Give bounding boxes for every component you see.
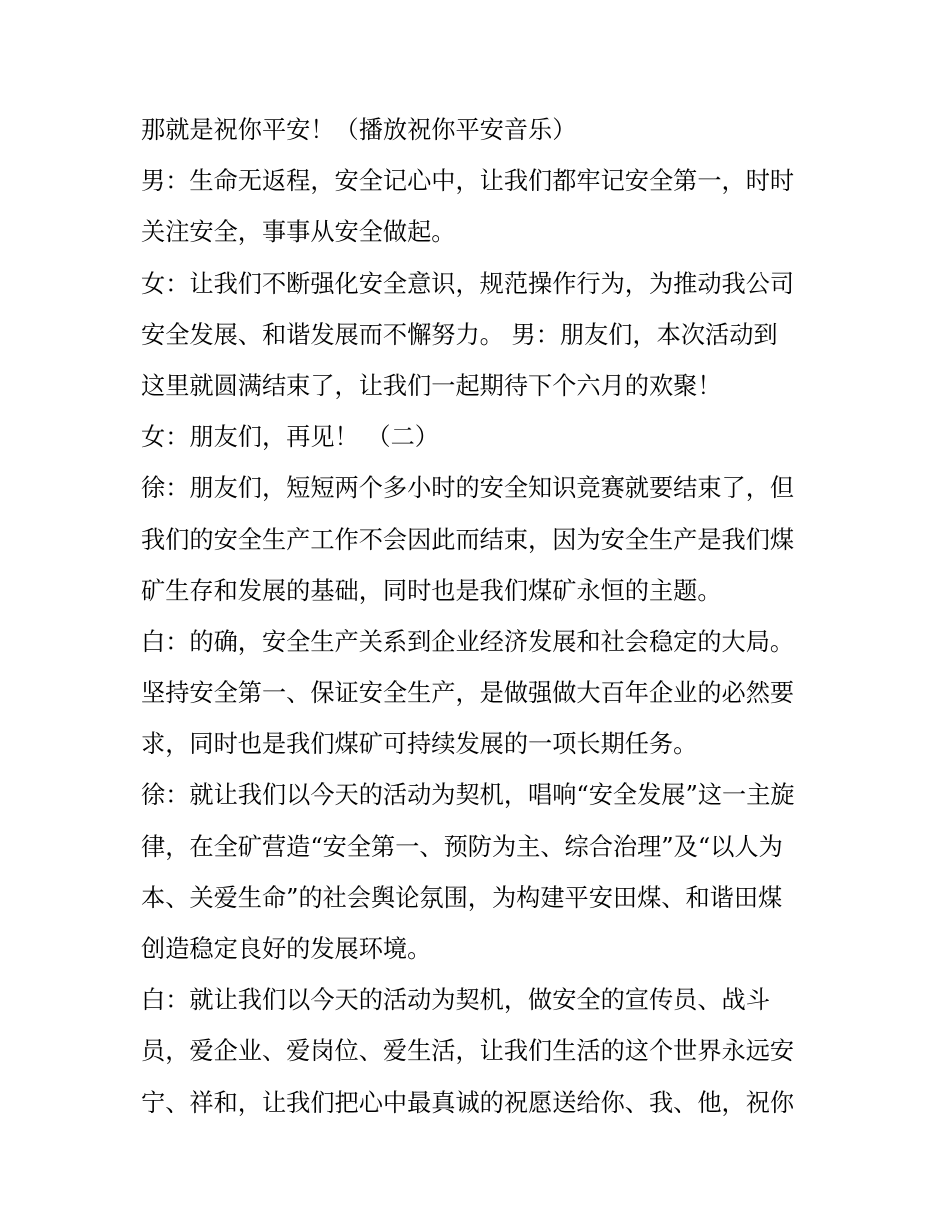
- text-line-14: 徐：就让我们以今天的活动为契机，唱响“安全发展”这一主旋: [141, 781, 795, 810]
- text-line-7: 女：朋友们，再见！ （二）: [141, 423, 439, 452]
- text-line-10: 矿生存和发展的基础，同时也是我们煤矿永恒的主题。: [141, 576, 722, 605]
- text-line-20: 宁、祥和，让我们把心中最真诚的祝愿送给你、我、他，祝你: [141, 1088, 795, 1117]
- text-line-2: 男：生命无返程，安全记心中，让我们都牢记安全第一，时时: [141, 167, 795, 196]
- text-line-15: 律，在全矿营造“安全第一、预防为主、综合治理”及“以人为: [141, 832, 783, 861]
- text-line-3: 关注安全，事事从安全做起。: [141, 218, 456, 247]
- text-line-13: 求，同时也是我们煤矿可持续发展的一项长期任务。: [141, 730, 698, 759]
- text-line-4: 女：让我们不断强化安全意识，规范操作行为，为推动我公司: [141, 269, 795, 298]
- text-line-8: 徐：朋友们，短短两个多小时的安全知识竞赛就要结束了，但: [141, 474, 795, 503]
- text-line-16: 本、关爱生命”的社会舆论氛围，为构建平安田煤、和谐田煤: [141, 883, 783, 912]
- text-line-17: 创造稳定良好的发展环境。: [141, 935, 432, 963]
- text-line-5: 安全发展、和谐发展而不懈努力。 男：朋友们，本次活动到: [141, 320, 778, 349]
- text-line-12: 坚持安全第一、保证安全生产，是做强做大百年企业的必然要: [141, 679, 795, 708]
- text-line-1: 那就是祝你平安！（播放祝你平安音乐）: [141, 116, 577, 144]
- text-line-9: 我们的安全生产工作不会因此而结束，因为安全生产是我们煤: [141, 525, 795, 554]
- text-line-11: 白：的确，安全生产关系到企业经济发展和社会稳定的大局。: [141, 627, 795, 656]
- text-line-6: 这里就圆满结束了，让我们一起期待下个六月的欢聚！: [141, 371, 722, 400]
- text-line-19: 员，爱企业、爱岗位、爱生活，让我们生活的这个世界永远安: [141, 1037, 795, 1066]
- text-line-18: 白：就让我们以今天的活动为契机，做安全的宣传员、战斗: [141, 986, 770, 1015]
- document-body: [141, 109, 821, 1133]
